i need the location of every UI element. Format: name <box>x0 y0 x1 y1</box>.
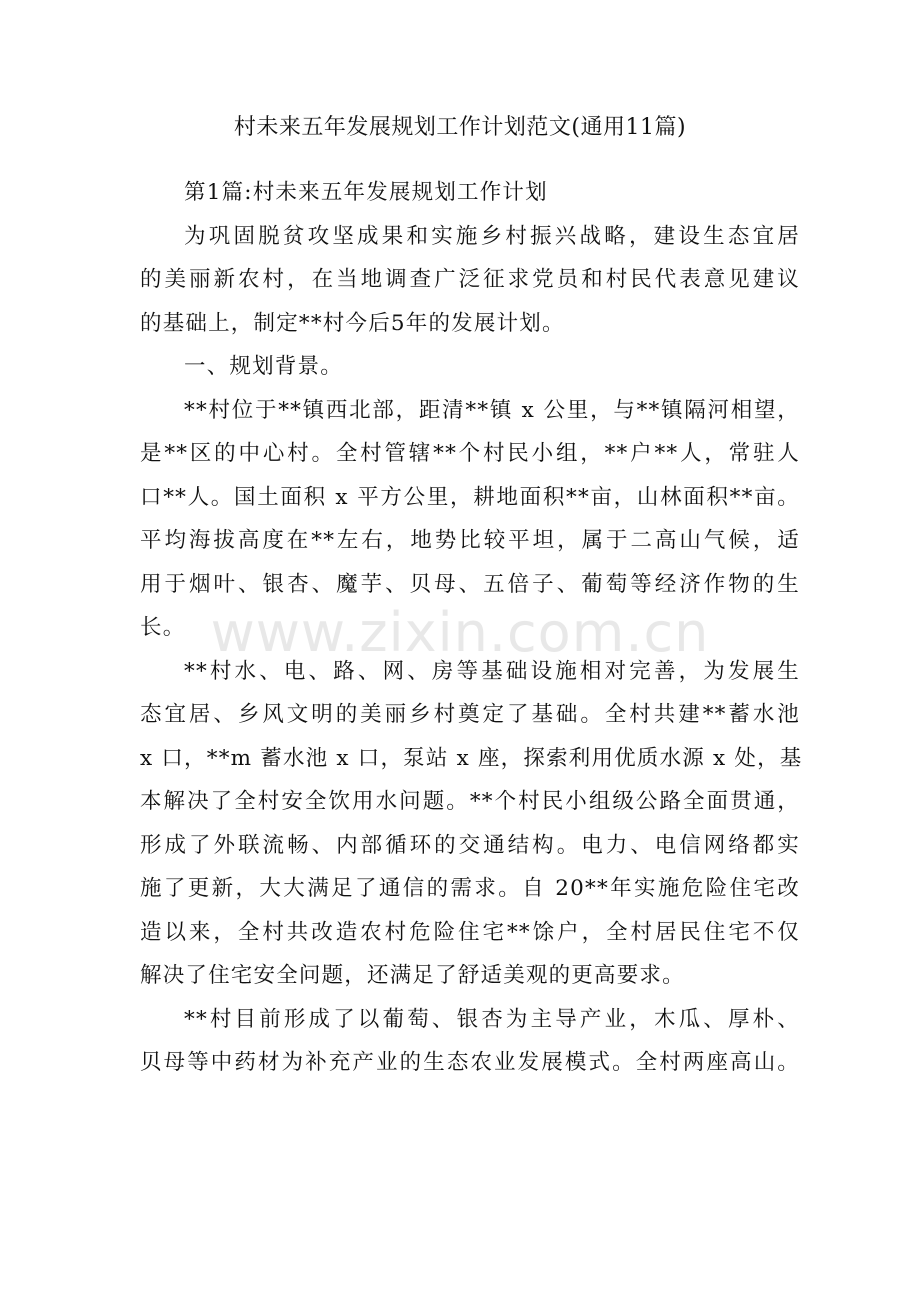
text-line: 态宜居、乡风文明的美丽乡村奠定了基础。全村共建**蓄水池 <box>140 702 800 727</box>
text-line: 长。 <box>140 615 186 640</box>
text-line: 的基础上，制定**村今后5年的发展计划。 <box>140 310 565 336</box>
text-line: 一、规划背景。 <box>184 354 343 379</box>
text-line: 造以来，全村共改造农村危险住宅**馀户，全村居民住宅不仅 <box>140 919 800 945</box>
text-line: **村位于**镇西北部，距清**镇 x 公里，与**镇隔河相望， <box>184 397 800 423</box>
text-line: 形成了外联流畅、内部循环的交通结构。电力、电信网络都实 <box>140 832 800 858</box>
text-line: 的美丽新农村，在当地调查广泛征求党员和村民代表意见建议 <box>140 267 800 292</box>
text-line: 平均海拔高度在**左右，地势比较平坦，属于二高山气候，适 <box>140 528 800 553</box>
text-line: 本解决了全村安全饮用水问题。**个村民小组级公路全面贯通， <box>140 789 800 814</box>
text-line: 口**人。国土面积 x 平方公里，耕地面积**亩，山林面积**亩。 <box>140 484 800 510</box>
text-line: 施了更新，大大满足了通信的需求。自 20**年实施危险住宅改 <box>140 876 800 901</box>
text-line: 解决了住宅安全问题，还满足了舒适美观的更高要求。 <box>140 963 685 988</box>
document-title: 村未来五年发展规划工作计划范文(通用11篇) <box>233 115 687 140</box>
text-line: 是**区的中心村。全村管辖**个村民小组，**户**人，常驻人 <box>140 441 800 466</box>
text-line: 贝母等中药材为补充产业的生态农业发展模式。全村两座高山。 <box>140 1050 800 1075</box>
watermark: www.zixin.com.cn <box>210 601 710 664</box>
document-body <box>140 171 803 1085</box>
text-line: 第1篇:村未来五年发展规划工作计划 <box>184 180 548 205</box>
text-line: **村目前形成了以葡萄、银杏为主导产业，木瓜、厚朴、 <box>184 1006 800 1032</box>
text-line: 用于烟叶、银杏、魔芋、贝母、五倍子、葡萄等经济作物的生 <box>140 571 800 597</box>
text-line: 为巩固脱贫攻坚成果和实施乡村振兴战略，建设生态宜居 <box>184 223 800 249</box>
text-line: **村水、电、路、网、房等基础设施相对完善，为发展生 <box>184 658 800 684</box>
text-line: x 口，**m 蓄水池 x 口，泵站 x 座，探索利用优质水源 x 处，基 <box>140 745 803 771</box>
